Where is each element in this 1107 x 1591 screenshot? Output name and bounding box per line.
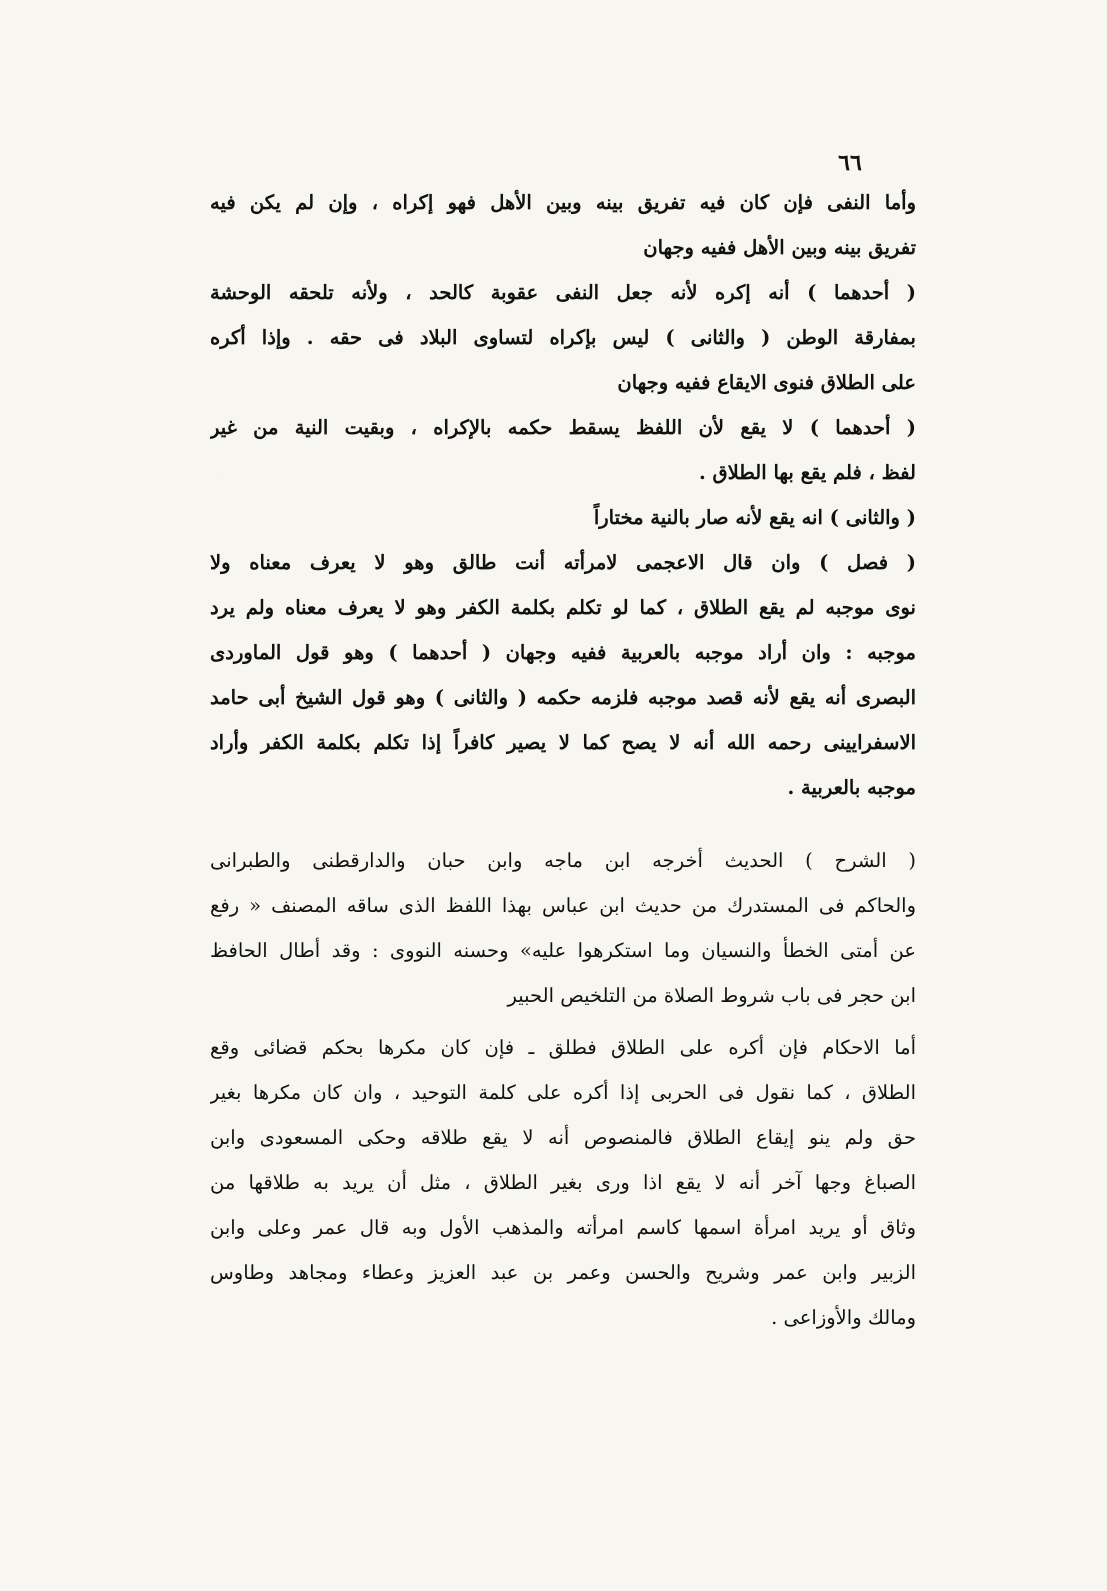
text-line: حق ولم ينو إيقاع الطلاق فالمنصوص أنه لا يقع طلاقه وحكى المسعودى وابن [210, 1126, 916, 1149]
text-line: ( أحدهما ) أنه إكره لأنه جعل النفى عقوبة كالحد ، ولأنه تلحقه الوحشة [210, 281, 916, 304]
text-line: موجبه بالعربية . [787, 776, 916, 799]
text-line: ومالك والأوزاعى . [771, 1306, 916, 1329]
text-line: عن أمتى الخطأ والنسيان وما استكرهوا عليه» وحسنه النووى : وقد أطال الحافظ [210, 939, 916, 962]
rulings-block [210, 1025, 916, 1340]
text-line: على الطلاق فنوى الايقاع ففيه وجهان [617, 371, 916, 394]
page-number: ٦٦ [838, 150, 862, 176]
text-line: والحاكم فى المستدرك من حديث ابن عباس بهذا اللفظ الذى ساقه المصنف « رفع [210, 894, 916, 917]
text-line: وأما النفى فإن كان فيه تفريق بينه وبين الأهل فهو إكراه ، وإن لم يكن فيه [210, 191, 916, 214]
text-line: ابن حجر فى باب شروط الصلاة من التلخيص الحبير [507, 984, 916, 1007]
text-line: نوى موجبه لم يقع الطلاق ، كما لو تكلم بكلمة الكفر وهو لا يعرف معناه ولم يرد [210, 596, 916, 619]
text-line: أما الاحكام فإن أكره على الطلاق فطلق ـ فإن كان مكرها بحكم قضائى وقع [210, 1036, 916, 1059]
text-line: لفظ ، فلم يقع بها الطلاق . [698, 461, 916, 484]
text-line: ( أحدهما ) لا يقع لأن اللفظ يسقط حكمه بالإكراه ، وبقيت النية من غير [210, 416, 916, 439]
text-line: تفريق بينه وبين الأهل ففيه وجهان [643, 236, 916, 259]
text-line: ( والثانى ) انه يقع لأنه صار بالنية مختاراً [593, 506, 916, 529]
text-line: وثاق أو يريد امرأة اسمها كاسم امرأته والمذهب الأول وبه قال عمر وعلى وابن [210, 1216, 916, 1239]
text-line: البصرى أنه يقع لأنه قصد موجبه فلزمه حكمه ( والثانى ) وهو قول الشيخ أبى حامد [210, 686, 916, 709]
text-line: موجبه : وان أراد موجبه بالعربية ففيه وجهان ( أحدهما ) وهو قول الماوردى [210, 641, 916, 664]
text-line: ( فصل ) وان قال الاعجمى لامرأته أنت طالق وهو لا يعرف معناه ولا [210, 551, 916, 574]
main-text-block [210, 180, 916, 810]
text-line: الاسفرايينى رحمه الله أنه لا يصح كما لا يصير كافراً إذا تكلم بكلمة الكفر وأراد [210, 731, 916, 754]
text-line: الصباغ وجها آخر أنه لا يقع اذا ورى بغير الطلاق ، مثل أن يريد به طلاقها من [210, 1171, 916, 1194]
text-line: الزبير وابن عمر وشريح والحسن وعمر بن عبد العزيز وعطاء ومجاهد وطاوس [210, 1261, 916, 1284]
commentary-block [210, 838, 916, 1018]
text-line: الطلاق ، كما نقول فى الحربى إذا أكره على كلمة التوحيد ، وان كان مكرها بغير [210, 1081, 916, 1104]
text-line: بمفارقة الوطن ( والثانى ) ليس بإكراه لتساوى البلاد فى حقه . وإذا أكره [210, 326, 916, 349]
text-line: ( الشرح ) الحديث أخرجه ابن ماجه وابن حبان والدارقطنى والطبرانى [210, 849, 916, 872]
